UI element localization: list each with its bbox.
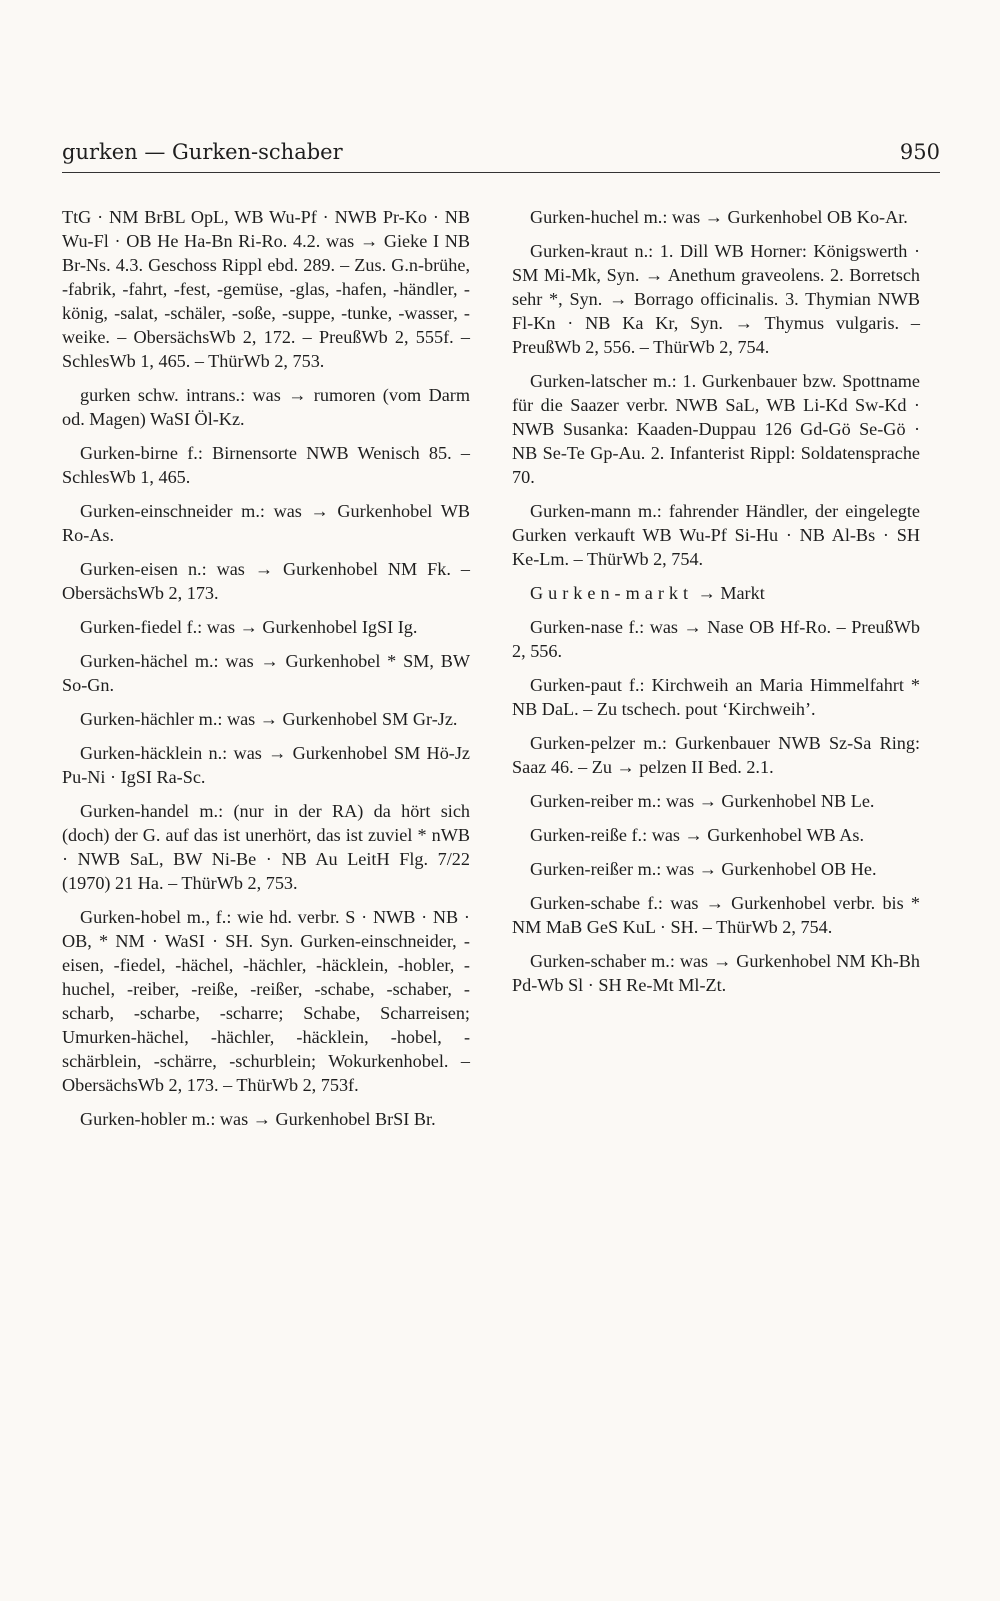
entry-headword: Gurken-hächler [80, 709, 195, 729]
entry-text: f.: Kirchweih an Maria Himmelfahrt * NB DaL. – Zu tschech. pout ‘Kirchweih’. [512, 675, 920, 719]
entry-text: m.: was → Gurkenhobel * SM, BW So-Gn. [62, 651, 470, 695]
right-column [512, 205, 920, 1007]
page-number: 950 [899, 140, 940, 164]
dictionary-entry [512, 239, 920, 359]
entry-text: m.: was → Gurkenhobel NB Le. [633, 791, 875, 811]
dictionary-entry [512, 891, 920, 939]
header-title: gurken — Gurken-schaber [62, 140, 343, 164]
entry-text: m.: was → Gurkenhobel BrSI Br. [187, 1109, 436, 1129]
entry-text: m.: was → Gurkenhobel WB Ro-As. [62, 501, 470, 545]
entry-text: m.: was → Gurkenhobel NM Kh-Bh Pd-Wb Sl · SH Re-Mt Ml-Zt. [512, 951, 920, 995]
entry-headword: Gurken-hobel [80, 907, 182, 927]
dictionary-entry [512, 857, 920, 881]
dictionary-entry [512, 205, 920, 229]
left-column [62, 205, 470, 1141]
dictionary-entry [62, 441, 470, 489]
entry-text: schw. intrans.: was → rumoren (vom Darm od. Magen) WaSI Öl-Kz. [62, 385, 470, 429]
entry-headword: Gurken-nase [530, 617, 623, 637]
dictionary-entry [62, 383, 470, 431]
entry-headword: Gurken-häcklein [80, 743, 203, 763]
entry-text: → Markt [693, 583, 765, 603]
entry-headword: Gurken-eisen [80, 559, 178, 579]
entry-headword: Gurken-pelzer [530, 733, 636, 753]
dictionary-entry [62, 905, 470, 1097]
entry-text: m.: (nur in der RA) da hört sich (doch) der G. auf das ist unerhört, das ist zuviel * nWB · NWB SaL, BW Ni-Be · NB Au LeitH Flg. 7/22 (1970) 21 Ha. – ThürWb 2, 753. [62, 801, 470, 893]
dictionary-entry [512, 615, 920, 663]
entry-text: m.: Gurkenbauer NWB Sz-Sa Ring: Saaz 46. – Zu → pelzen II Bed. 2.1. [512, 733, 920, 777]
dictionary-entry [62, 649, 470, 697]
entry-text: n.: 1. Dill WB Horner: Königswerth · SM Mi-Mk, Syn. → Anethum graveolens. 2. Borretsch sehr *, Syn. → Borrago officinalis. 3. Thymian NWB Fl-Kn · NB Ka Kr, Syn. → Thymus vulgaris. – PreußWb 2, 556. – ThürWb 2, 754. [512, 241, 920, 357]
dictionary-entry [512, 731, 920, 779]
entry-headword: Gurken-hobler [80, 1109, 188, 1129]
entry-headword: Gurken-markt [530, 583, 694, 603]
entry-headword: Gurken-kraut [530, 241, 628, 261]
dictionary-entry [62, 205, 470, 373]
entry-headword: Gurken-handel [80, 801, 190, 821]
dictionary-entry [512, 369, 920, 489]
entry-text: f.: was → Gurkenhobel WB As. [626, 825, 865, 845]
entry-headword: Gurken-latscher [530, 371, 648, 391]
entry-text: m.: fahrender Händler, der eingelegte Gurken verkauft WB Wu-Pf Si-Hu · NB Al-Bs · SH Ke-Lm. – ThürWb 2, 754. [512, 501, 920, 569]
dictionary-entry [62, 615, 470, 639]
entry-headword: Gurken-reiße [530, 825, 627, 845]
dictionary-entry [512, 499, 920, 571]
dictionary-entry [512, 949, 920, 997]
entry-text: n.: was → Gurkenhobel NM Fk. – ObersächsWb 2, 173. [62, 559, 470, 603]
entry-text: n.: was → Gurkenhobel SM Hö-Jz Pu-Ni · IgSI Ra-Sc. [62, 743, 470, 787]
entry-headword: Gurken-paut [530, 675, 622, 695]
dictionary-entry [62, 499, 470, 547]
entry-text: f.: was → Gurkenhobel IgSI Ig. [182, 617, 418, 637]
entry-text: TtG · NM BrBL OpL, WB Wu-Pf · NWB Pr-Ko · NB Wu-Fl · OB He Ha-Bn Ri-Ro. 4.2. was → Gieke I NB Br-Ns. 4.3. Geschoss Rippl ebd. 289. – Zus. G.n-brühe, -fabrik, -fahrt, -fest, -gemüse, -glas, -hafen, -händler, -könig, -salat, -schäler, -soße, -suppe, -tunke, -wasser, -weike. – ObersächsWb 2, 172. – PreußWb 2, 555f. – SchlesWb 1, 465. – ThürWb 2, 753. [62, 207, 470, 371]
entry-headword: Gurken-schabe [530, 893, 641, 913]
entry-headword: Gurken-reiber [530, 791, 634, 811]
entry-text: f.: was → Gurkenhobel verbr. bis * NM MaB GeS KuL · SH. – ThürWb 2, 754. [512, 893, 920, 937]
dictionary-entry [62, 799, 470, 895]
entry-text: m.: was → Gurkenhobel OB He. [633, 859, 877, 879]
entry-headword: Gurken-huchel [530, 207, 640, 227]
dictionary-entry [512, 581, 920, 605]
dictionary-entry [62, 557, 470, 605]
entry-headword: Gurken-schaber [530, 951, 647, 971]
entry-text: f.: was → Nase OB Hf-Ro. – PreußWb 2, 556. [512, 617, 920, 661]
page-header [62, 138, 940, 173]
entry-headword: gurken [80, 385, 131, 405]
entry-headword: Gurken-reißer [530, 859, 634, 879]
dictionary-entry [62, 741, 470, 789]
entry-headword: Gurken-hächel [80, 651, 189, 671]
entry-text: m., f.: wie hd. verbr. S · NWB · NB · OB, * NM · WaSI · SH. Syn. Gurken-einschneider, -eisen, -fiedel, -hächel, -hächler, -häcklein, -hobler, -huchel, -reiber, -reiße, -reißer, -schabe, -schaber, -scharb, -scharbe, -scharre; Schabe, Scharreisen; Umurken-hächel, -hächler, -häcklein, -hobel, -schärblein, -schärre, -schurblein; Wokurkenhobel. – ObersächsWb 2, 173. – ThürWb 2, 753f. [62, 907, 470, 1095]
entry-headword: Gurken-birne [80, 443, 178, 463]
dictionary-entry [512, 823, 920, 847]
dictionary-entry [62, 707, 470, 731]
dictionary-entry [512, 673, 920, 721]
entry-text: m.: was → Gurkenhobel SM Gr-Jz. [194, 709, 458, 729]
entry-text: m.: was → Gurkenhobel OB Ko-Ar. [639, 207, 908, 227]
dictionary-entry [62, 1107, 470, 1131]
dictionary-entry [512, 789, 920, 813]
entry-headword: Gurken-einschneider [80, 501, 233, 521]
entry-text: f.: Birnensorte NWB Wenisch 85. – SchlesWb 1, 465. [62, 443, 470, 487]
entry-headword: Gurken-fiedel [80, 617, 183, 637]
entry-text: m.: 1. Gurkenbauer bzw. Spottname für die Saazer verbr. NWB SaL, WB Li-Kd Sw-Kd · NWB Susanka: Kaaden-Duppau 126 Gd-Gö Se-Gö · NB Se-Te Gp-Au. 2. Infanterist Rippl: Soldatensprache 70. [512, 371, 920, 487]
entry-headword: Gurken-mann [530, 501, 632, 521]
